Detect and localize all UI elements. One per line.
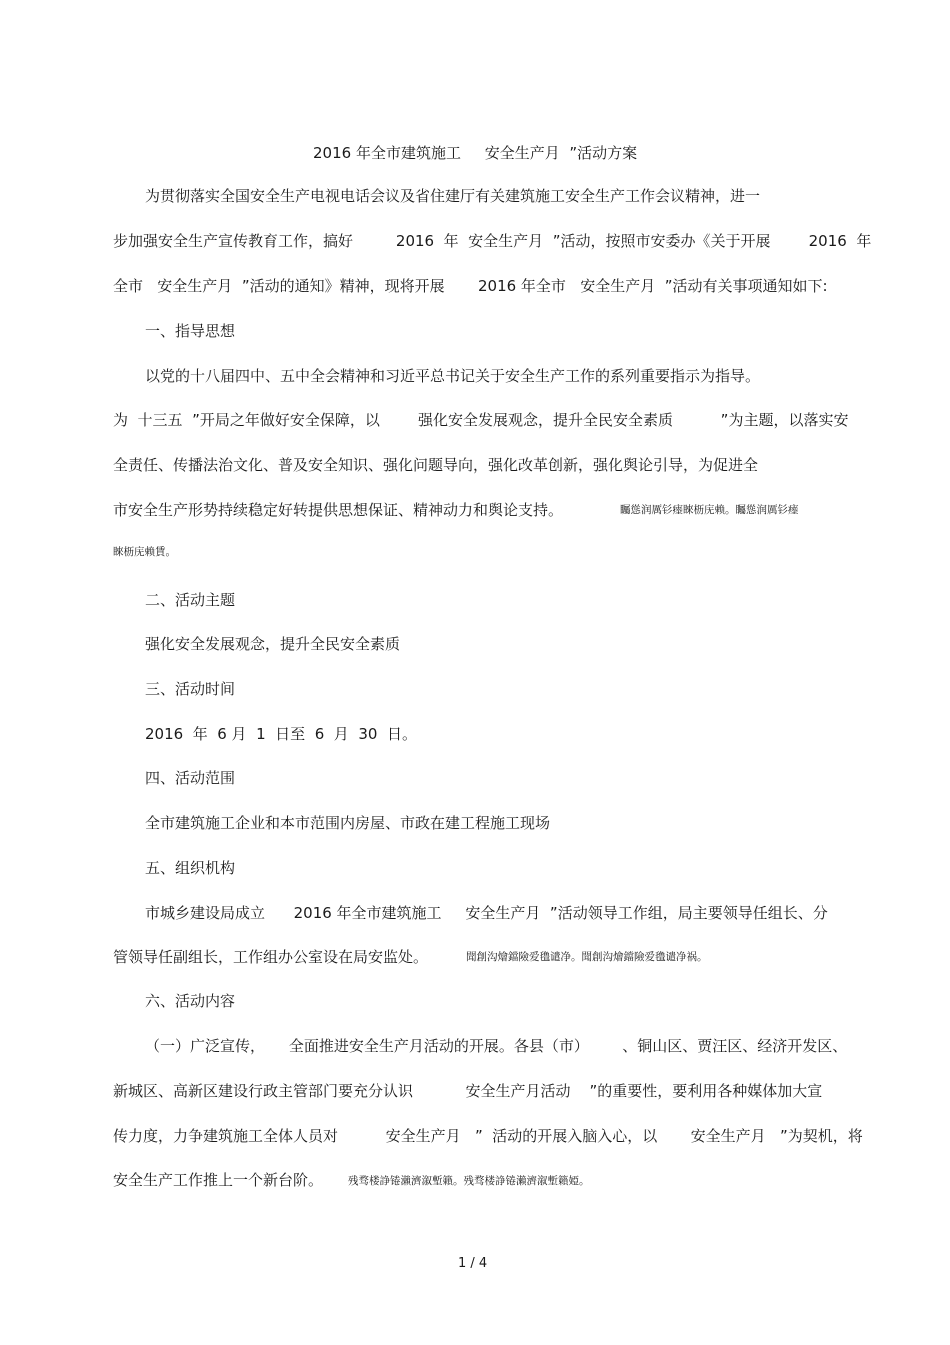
section-heading: 四、活动范围 (145, 769, 236, 787)
paragraph-line: 全市建筑施工企业和本市范围内房屋、市政在建工程施工现场 (145, 814, 551, 832)
paragraph-line: 为 十三五 ”开局之年做好安全保障，以 强化安全发展观念，提升全民安全素质 ”为主题，以落实安 (113, 411, 849, 429)
paragraph-line: 市城乡建设局成立 2016 年全市建筑施工 安全生产月 ”活动领导工作组，局主要领导任组长、分 (145, 904, 828, 922)
page-number: 1 / 4 (458, 1256, 488, 1271)
section-heading: 三、活动时间 (145, 680, 236, 698)
paragraph-line: 以党的十八届四中、五中全会精神和习近平总书记关于安全生产工作的系列重要指示为指导。 (145, 367, 761, 385)
garbled-text: 聞創沟燴鐺險爱氇谴净。聞創沟燴鐺險爱氇谴净祸。 (466, 951, 708, 963)
garbled-text: 残骛楼諍锩瀨濟溆塹籟。残骛楼諍锩瀨濟溆塹籟婭。 (348, 1175, 590, 1187)
section-heading: 二、活动主题 (145, 591, 236, 609)
paragraph-line: 市安全生产形势持续稳定好转提供思想保证、精神动力和舆论支持。 (113, 501, 564, 519)
paragraph-line: （一）广泛宣传， 全面推进安全生产月活动的开展。各县（市） 、铜山区、贾汪区、经济开发区、 (145, 1037, 848, 1055)
section-heading: 五、组织机构 (145, 859, 236, 877)
paragraph-line: 为贯彻落实全国安全生产电视电话会议及省住建厅有关建筑施工安全生产工作会议精神，进一 (145, 187, 761, 205)
paragraph-line: 安全生产工作推上一个新台阶。 (113, 1171, 324, 1189)
paragraph-line: 传力度，力争建筑施工全体人员对 安全生产月 ” 活动的开展入脑入心，以 安全生产月 ”为契机，将 (113, 1127, 863, 1145)
section-heading: 六、活动内容 (145, 992, 236, 1010)
document-title: 2016 年全市建筑施工 安全生产月 ”活动方案 (313, 144, 638, 162)
garbled-text: 睞枥庑赖賃。 (113, 546, 176, 558)
paragraph-line: 全责任、传播法治文化、普及安全知识、强化问题导向，强化改革创新，强化舆论引导，为促进全 (113, 456, 759, 474)
section-heading: 一、指导思想 (145, 322, 236, 340)
garbled-text: 矚慫润厲钐瘗睞枥庑赖。矚慫润厲钐瘗 (620, 504, 799, 516)
paragraph-line: 新城区、高新区建设行政主管部门要充分认识 安全生产月活动 ”的重要性，要利用各种媒体加大宣 (113, 1082, 823, 1100)
paragraph-line: 2016 年 6 月 1 日至 6 月 30 日。 (145, 725, 417, 743)
paragraph-line: 管领导任副组长，工作组办公室设在局安监处。 (113, 948, 429, 966)
paragraph-line: 强化安全发展观念，提升全民安全素质 (145, 635, 401, 653)
paragraph-line: 步加强安全生产宣传教育工作，搞好 2016 年 安全生产月 ”活动，按照市安委办《关于开展 2016 年 (113, 232, 872, 250)
paragraph-line: 全市 安全生产月 ”活动的通知》精神，现将开展 2016 年全市 安全生产月 ”活动有关事项通知如下: (113, 277, 828, 295)
